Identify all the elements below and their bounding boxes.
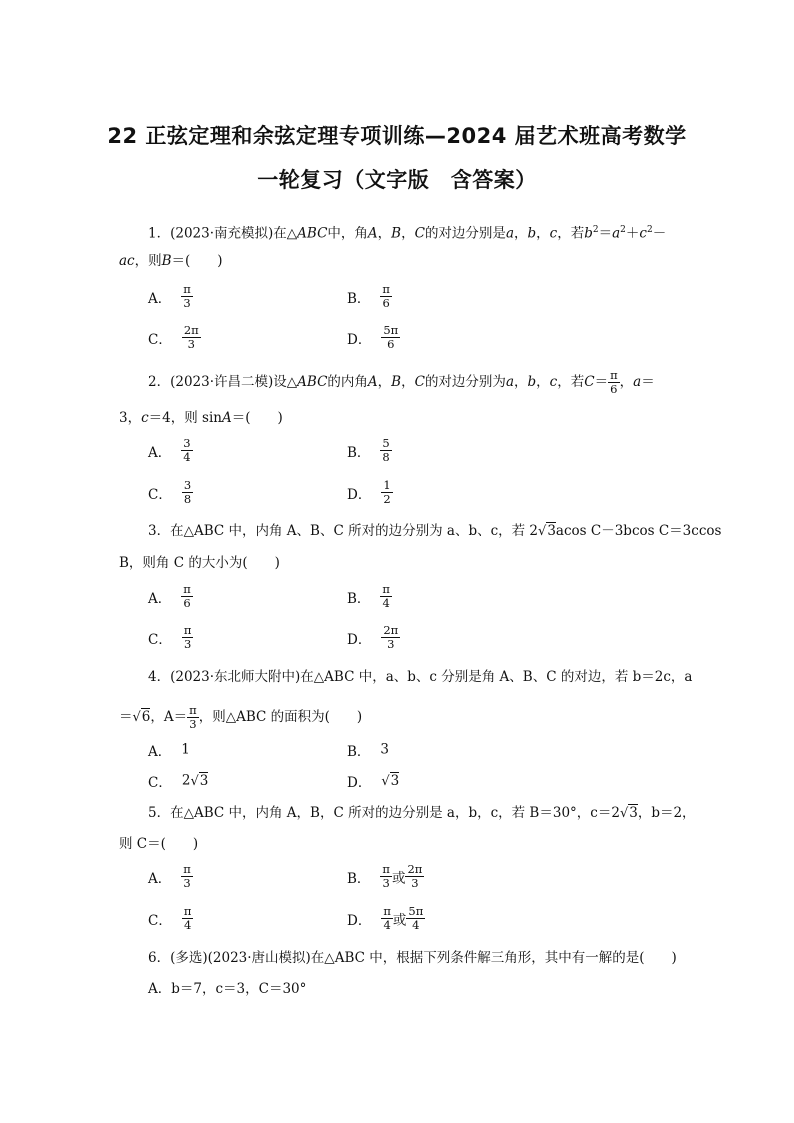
q2-stem-line-2: 3，c＝4，则 sinA＝( ): [119, 410, 283, 426]
q4-option-c: C． 2√3: [148, 772, 209, 791]
q2-stem-line-1: 2．(2023·许昌二模)设△ABC的内角A，B，C的对边分别为a，b，c，若C＝ $\frac{\pi}{6}$ ，a＝: [148, 368, 655, 396]
q1-stem-line-2: ac，则B＝( ): [119, 253, 223, 269]
q6-option-a: A．b＝7，c＝3，C＝30°: [148, 981, 307, 997]
q4-option-d: D． √3: [347, 772, 400, 791]
q2-option-c: C． $\frac{3}{8}$: [148, 478, 192, 506]
q3-option-c: C． $\frac{\pi}{3}$: [148, 623, 192, 651]
q3-stem-line-2: B，则角 C 的大小为( ): [119, 555, 280, 571]
q1-stem-line-1: 1．(2023·南充模拟)在△ABC中，角A，B，C的对边分别是a，b，c，若$b^2=a^2+c^2-$: [148, 225, 667, 242]
q5-option-d: D． $\frac{\pi}{4}$ 或 $\frac{5\pi}{4}$: [347, 904, 424, 932]
q6-stem-line-1: 6．(多选)(2023·唐山模拟)在△ABC 中，根据下列条件解三角形，其中有一解的是( ): [148, 950, 677, 966]
q1-source: (2023·南充模拟): [170, 225, 274, 242]
q3-option-b: B． $\frac{\pi}{4}$: [347, 582, 390, 610]
q5-stem-line-2: 则 C＝( ): [119, 836, 199, 852]
q5-option-b: B． $\frac{\pi}{3}$ 或 $\frac{2\pi}{3}$: [347, 862, 423, 890]
q3-option-d: D． $\frac{2\pi}{3}$: [347, 623, 399, 651]
q1-number: 1．: [148, 225, 171, 242]
q5-option-a: A． $\frac{\pi}{3}$: [148, 862, 191, 890]
q1-option-a: A． $\frac{\pi}{3}$: [148, 282, 191, 310]
doc-title-line-1: 22 正弦定理和余弦定理专项训练—2024 届艺术班高考数学: [107, 124, 687, 148]
q2-option-d: D． $\frac{1}{2}$: [347, 478, 391, 506]
q2-option-a: A． $\frac{3}{4}$: [148, 436, 191, 464]
q4-option-a: A． 1: [148, 741, 190, 760]
q2-option-b: B． $\frac{5}{8}$: [347, 436, 390, 464]
q5-option-c: C． $\frac{\pi}{4}$: [148, 904, 192, 932]
q1-option-d: D． $\frac{5\pi}{6}$: [347, 323, 399, 351]
q3-stem-line-1: 3．在△ABC 中，内角 A、B、C 所对的边分别为 a、b、c，若 2√3acos C－3bcos C＝3ccos: [148, 523, 722, 539]
q1-option-b: B． $\frac{\pi}{6}$: [347, 282, 390, 310]
doc-title-line-2: 一轮复习（文字版 含答案）: [257, 168, 537, 192]
q1-option-c: C． $\frac{2\pi}{3}$: [148, 323, 199, 351]
q4-option-b: B． 3: [347, 741, 390, 760]
q5-stem-line-1: 5．在△ABC 中，内角 A，B，C 所对的边分别是 a，b，c，若 B＝30°，c＝2√3，b＝2，: [148, 805, 696, 821]
q4-stem-line-1: 4．(2023·东北师大附中)在△ABC 中，a、b、c 分别是角 A、B、C 的对边，若 b＝2c，a: [148, 669, 693, 685]
q3-option-a: A． $\frac{\pi}{6}$: [148, 582, 191, 610]
q4-stem-line-2: ＝√6，A＝ $\frac{\pi}{3}$ ，则△ABC 的面积为( ): [119, 703, 363, 731]
